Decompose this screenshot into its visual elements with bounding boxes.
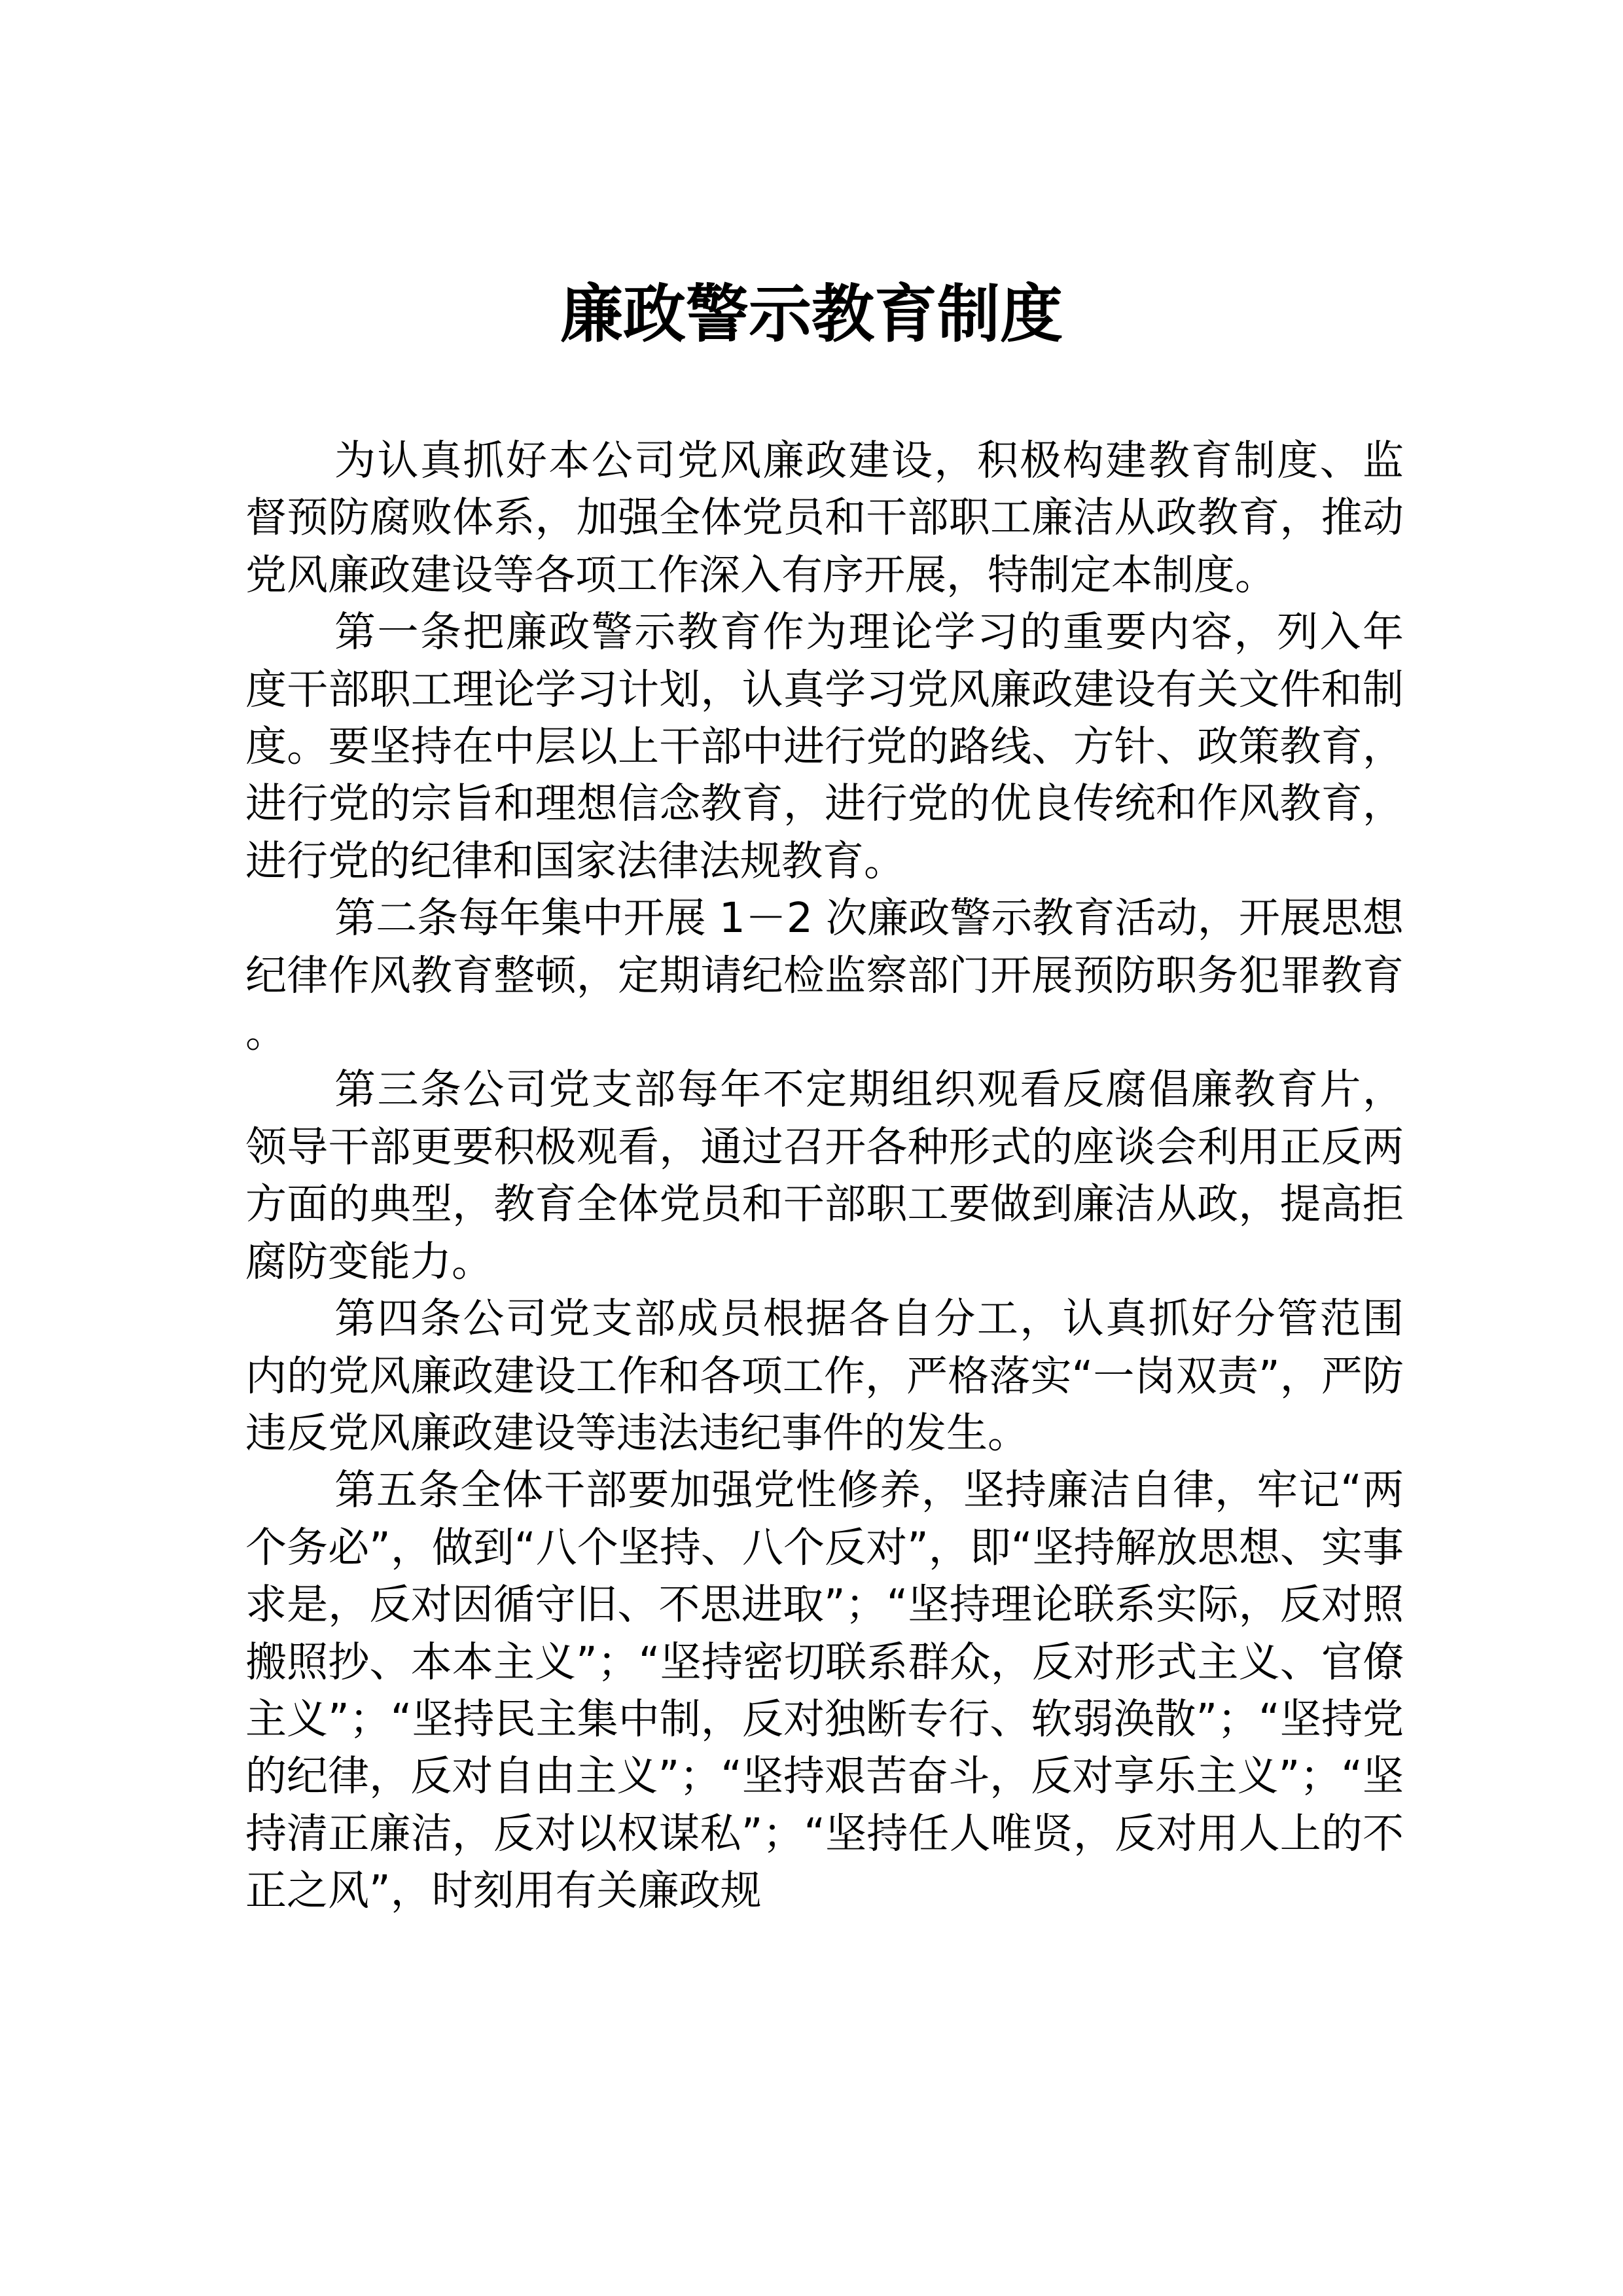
paragraph-article-5: 第五条全体干部要加强党性修养，坚持廉洁自律，牢记“两个务必”，做到“八个坚持、八个反对”，即“坚持解放思想、实事求是，反对因循守旧、不思进取”；“坚持理论联系实际，反对照搬照抄、本本主义”；“坚持密切联系群众，反对形式主义、官僚主义”；“坚持民主集中制，反对独断专行、软弱涣散”；“坚持党的纪律，反对自由主义”；“坚持艰苦奋斗，反对享乐主义”；“坚持清正廉洁，反对以权谋私”；“坚持任人唯贤，反对用人上的不正之风”，时刻用有关廉政规	[245, 1466, 1404, 1915]
document-body	[245, 432, 1404, 1920]
paragraph-intro: 为认真抓好本公司党风廉政建设，积极构建教育制度、监督预防腐败体系，加强全体党员和干部职工廉洁从政教育，推动党风廉政建设等各项工作深入有序开展，特制定本制度。	[245, 437, 1404, 599]
paragraph-article-4: 第四条公司党支部成员根据各自分工，认真抓好分管范围内的党风廉政建设工作和各项工作，严格落实“一岗双责”，严防违反党风廉政建设等违法违纪事件的发生。	[245, 1295, 1404, 1457]
document-title: 廉政警示教育制度	[560, 278, 1063, 351]
paragraph-article-2: 第二条每年集中开展 1－2 次廉政警示教育活动，开展思想纪律作风教育整顿，定期请纪检监察部门开展预防职务犯罪教育。	[245, 894, 1404, 1057]
paragraph-article-1: 第一条把廉政警示教育作为理论学习的重要内容，列入年度干部职工理论学习计划，认真学习党风廉政建设有关文件和制度。要坚持在中层以上干部中进行党的路线、方针、政策教育，进行党的宗旨和理想信念教育，进行党的优良传统和作风教育，进行党的纪律和国家法律法规教育。	[245, 608, 1404, 885]
paragraph-article-3: 第三条公司党支部每年不定期组织观看反腐倡廉教育片，领导干部更要积极观看，通过召开各种形式的座谈会利用正反两方面的典型，教育全体党员和干部职工要做到廉洁从政，提高拒腐防变能力。	[245, 1066, 1404, 1285]
